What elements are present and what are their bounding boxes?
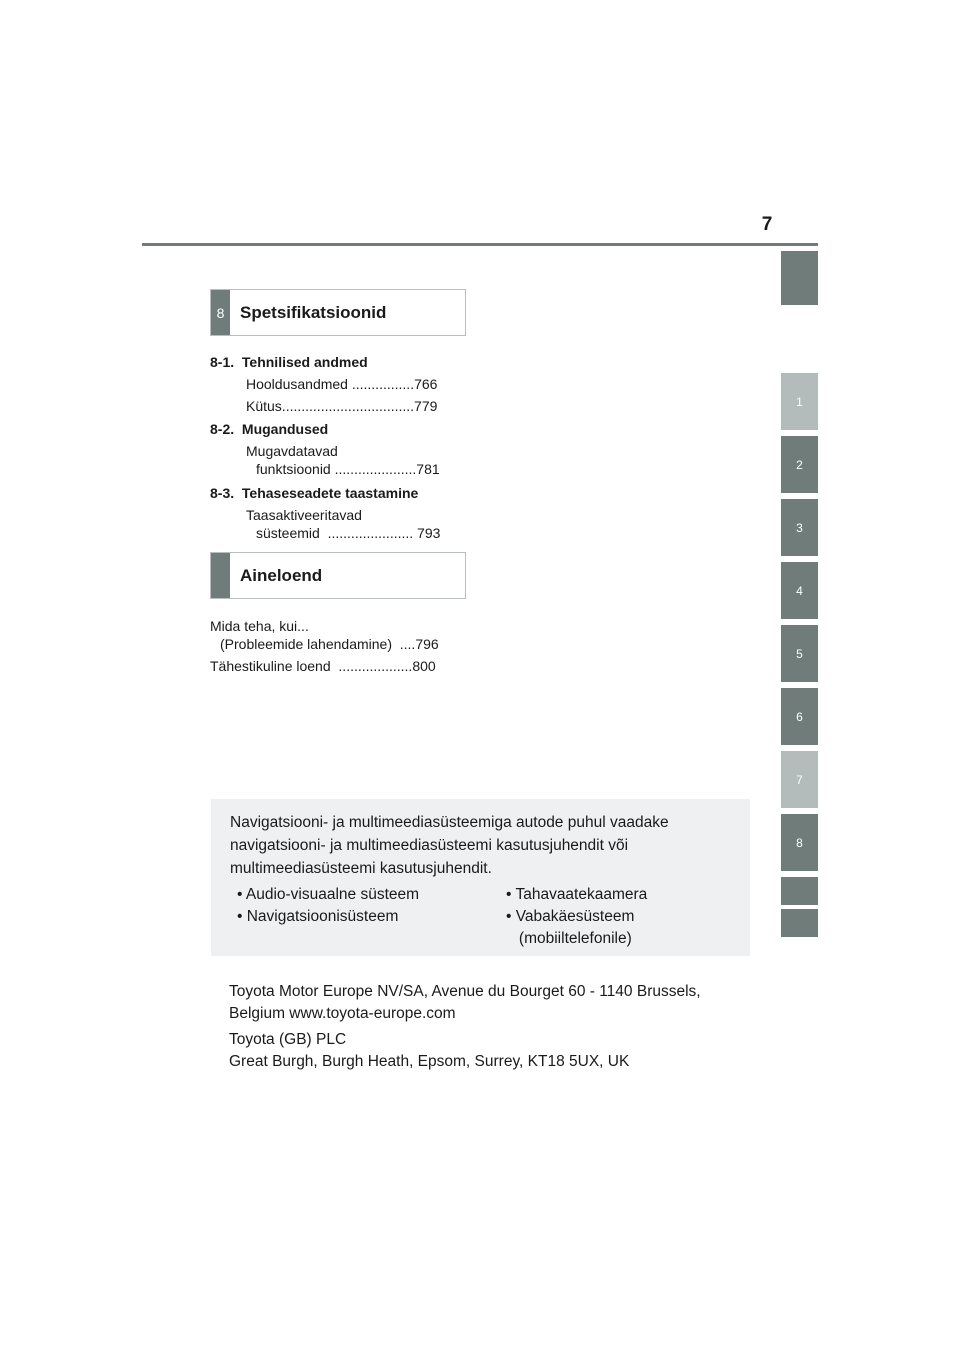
notice-bullets-left <box>237 884 419 928</box>
toc-entry[interactable]: Mida teha, kui... <box>210 618 309 634</box>
toc-entry[interactable]: (Probleemide lahendamine) ....796 <box>220 636 439 652</box>
notice-bullets-right <box>506 884 647 950</box>
bullet-item: • Vabakäesüsteem <box>506 908 635 925</box>
chapter-tab-blank-top[interactable] <box>781 251 818 305</box>
section-badge <box>211 553 230 598</box>
chapter-tab-4[interactable]: 4 <box>781 562 818 619</box>
chapter-tab-blank-1[interactable] <box>781 877 818 905</box>
notice-line: navigatsiooni- ja multimeediasüsteemi kasutusjuhendit või <box>230 837 629 854</box>
section-header-specifications[interactable] <box>210 289 466 336</box>
toc-heading-8-1[interactable]: 8-1. Tehnilised andmed <box>210 354 368 370</box>
chapter-tab-5[interactable]: 5 <box>781 625 818 682</box>
section-title: Spetsifikatsioonid <box>240 302 387 322</box>
toc-entry[interactable]: Kütus..................................779 <box>246 398 438 414</box>
section-number-badge: 8 <box>211 290 230 335</box>
toc-entry[interactable]: Tähestikuline loend ...................800 <box>210 658 436 674</box>
notice-line: multimeediasüsteemi kasutusjuhendit. <box>230 860 492 877</box>
chapter-tab-2[interactable]: 2 <box>781 436 818 493</box>
address-line: Belgium www.toyota-europe.com <box>229 1005 456 1022</box>
toc-entry[interactable]: Hooldusandmed ................766 <box>246 376 438 392</box>
toc-entry[interactable]: Mugavdatavad <box>246 443 338 459</box>
toc-heading-8-3[interactable]: 8-3. Tehaseseadete taastamine <box>210 485 419 501</box>
page-number: 7 <box>761 214 773 235</box>
chapter-tab-6[interactable]: 6 <box>781 688 818 745</box>
bullet-item: • Audio-visuaalne süsteem <box>237 886 420 903</box>
section-title: Aineloend <box>240 565 323 585</box>
toc-entry[interactable]: funktsioonid .....................781 <box>256 461 440 477</box>
notice-text <box>230 811 739 880</box>
bullet-item: • Navigatsioonisüsteem <box>237 908 399 925</box>
toc-entry[interactable]: süsteemid ...................... 793 <box>256 525 441 541</box>
chapter-tab-blank-2[interactable] <box>781 909 818 937</box>
toc-heading-8-2[interactable]: 8-2. Mugandused <box>210 421 329 437</box>
bullet-item: (mobiiltelefonile) <box>506 930 632 947</box>
chapter-tab-3[interactable]: 3 <box>781 499 818 556</box>
header-rule <box>142 243 818 246</box>
bullet-item: • Tahavaatekaamera <box>506 886 648 903</box>
address-line: Great Burgh, Burgh Heath, Epsom, Surrey, KT18 5UX, UK <box>229 1053 630 1070</box>
address-line: Toyota (GB) PLC <box>229 1031 347 1048</box>
chapter-tab-8[interactable]: 8 <box>781 814 818 871</box>
toc-entry[interactable]: Taasaktiveeritavad <box>246 507 362 523</box>
address-line: Toyota Motor Europe NV/SA, Avenue du Bourget 60 - 1140 Brussels, <box>229 983 701 1000</box>
chapter-tab-7[interactable]: 7 <box>781 751 818 808</box>
section-header-index[interactable] <box>210 552 466 599</box>
navigation-notice-box <box>211 799 750 956</box>
chapter-tab-1[interactable]: 1 <box>781 373 818 430</box>
notice-line: Navigatsiooni- ja multimeediasüsteemiga autode puhul vaadake <box>230 814 669 831</box>
